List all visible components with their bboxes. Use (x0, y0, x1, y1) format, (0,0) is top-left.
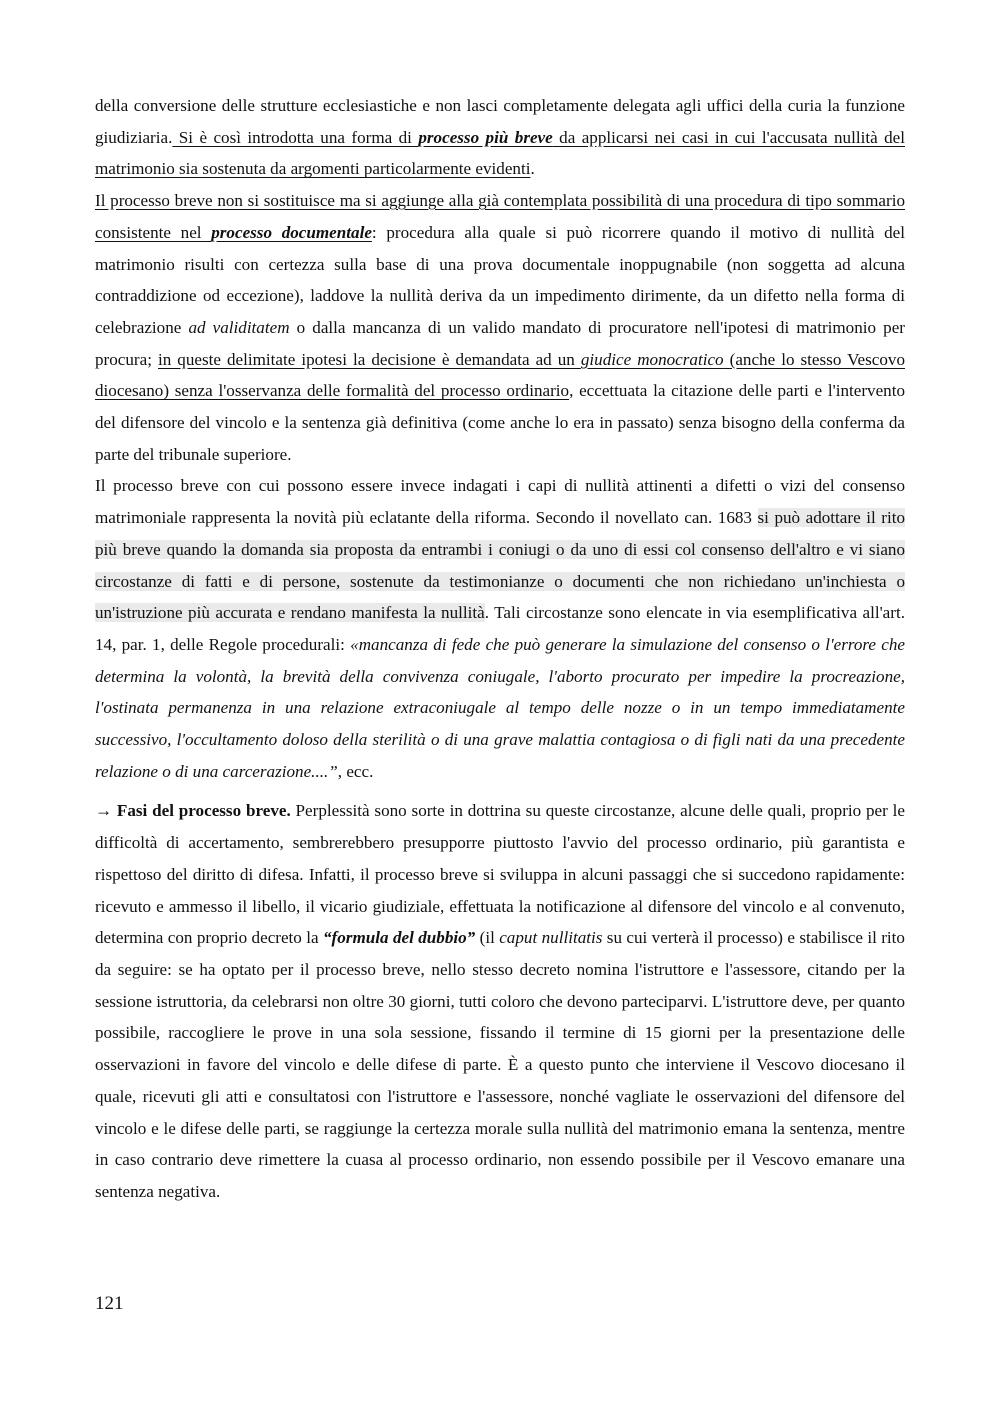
section-heading-fasi: → Fasi del processo breve. (95, 801, 291, 821)
p2-underlined-intro: Il processo breve non si sostituisce ma si aggiunge alla già contemplata possibilità di una procedura di tipo sommario consistente nel processo documentale (95, 191, 905, 242)
term-processo-documentale: processo documentale (211, 222, 372, 242)
term-giudice-monocratico: giudice monocratico (580, 349, 724, 369)
document-page (95, 90, 905, 1208)
p1-underlined-text: Si è così introdotta una forma di processo più breve da applicarsi nei casi in cui l'accusata nullità del matrimonio sia sostenuta da argomenti particolarmente evidenti (95, 127, 905, 179)
p2-underlined-text: in queste delimitate ipotesi la decisione è demandata ad un giudice monocratico (anche lo stesso Vescovo diocesano) senza l'osservanza delle formalità del processo ordinario (95, 349, 905, 401)
paragraph-4: → Fasi del processo breve. Perplessità sono sorte in dottrina su queste circostanze, alcune delle quali, proprio per le difficoltà di accertamento, sembrerebbero presupporre piuttosto l'avvio del processo ordinario, più garantista e rispettoso del diritto di difesa. Infatti, il processo breve si sviluppa in alcuni passaggi che si succedono rapidamente: ricevuto e ammesso il libello, il vicario giudiziale, effettuata la notificazione al difensore del vincolo e al convenuto, determina con proprio decreto la “formula del dubbio” (il caput nullitatis su cui verterà il processo) e stabilisce il rito da seguire: se ha optato per il processo breve, nello stesso decreto nomina l'istruttore e l'assessore, citando per la sessione istruttoria, da celebrarsi non oltre 30 giorni, tutti coloro che devono parteciparvi. L'istruttore deve, per quanto possibile, raccogliere le prove in una sola sessione, fissando il termine di 15 giorni per la presentazione delle osservazioni in favore del vincolo e delle difese di parte. È a questo punto che interviene il Vescovo diocesano il quale, ricevuti gli atti e consultatosi con l'istruttore e l'assessore, nonché vagliate le osservazioni del difensore del vincolo e le difese delle parti, se raggiunge la certezza morale sulla nullità del matrimonio emana la sentenza, mentre in caso contrario deve rimettere la cuasa al processo ordinario, non essendo possibile per il Vescovo emanare una sentenza negativa. (95, 801, 905, 1201)
term-processo-piu-breve: processo più breve (418, 127, 553, 147)
term-ad-validitatem: ad validitatem (188, 317, 290, 337)
paragraph-2: Il processo breve non si sostituisce ma si aggiunge alla già contemplata possibilità di una procedura di tipo sommario consistente nel processo documentale: procedura alla quale si può ricorrere quando il motivo di nullità del matrimonio risulti con certezza sulla base di una prova documentale inoppugnabile (non soggetta ad alcuna contraddizione od eccezione), laddove la nullità deriva da un impedimento dirimente, da un difetto nella forma di celebrazione ad validitatem o dalla mancanza di un valido mandato di procuratore nell'ipotesi di matrimonio per procura; in queste delimitate ipotesi la decisione è demandata ad un giudice monocratico (anche lo stesso Vescovo diocesano) senza l'osservanza delle formalità del processo ordinario, eccettuata la citazione delle parti e l'intervento del difensore del vincolo e la sentenza già definitiva (come anche lo era in passato) senza bisogno della conferma da parte del tribunale superiore. (95, 191, 905, 464)
p1-text: della conversione delle strutture ecclesiastiche e non lasci completamente delegata agli uffici della curia la funzione giudiziaria. (95, 96, 905, 147)
p3-quotation: «mancanza di fede che può generare la simulazione del consenso o l'errore che determina la volontà, la brevità della convivenza coniugale, l'aborto procurato per impedire la procreazione, l'ostinata permanenza in una relazione extraconiugale al tempo delle nozze o in un tempo immediatamente successivo, l'occultamento doloso della sterilità o di una grave malattia contagiosa o di figli nati da una precedente relazione o di una carcerazione....” (95, 634, 905, 781)
paragraph-3: Il processo breve con cui possono essere invece indagati i capi di nullità attinenti a difetti o vizi del consenso matrimoniale rappresenta la novità più eclatante della riforma. Secondo il novellato can. 1683 si può adottare il rito più breve quando la domanda sia proposta da entrambi i coniugi o da uno di essi col consenso dell'altro e vi siano circostanze di fatti e di persone, sostenute da testimonianze o documenti che non richiedano un'inchiesta o un'istruzione più accurata e rendano manifesta la nullità. Tali circostanze sono elencate in via esemplificativa all'art. 14, par. 1, delle Regole procedurali: «mancanza di fede che può generare la simulazione del consenso o l'errore che determina la volontà, la brevità della convivenza coniugale, l'aborto procurato per impedire la procreazione, l'ostinata permanenza in una relazione extraconiugale al tempo delle nozze o in un tempo immediatamente successivo, l'occultamento doloso della sterilità o di una grave malattia contagiosa o di figli nati da una precedente relazione o di una carcerazione....”, ecc. (95, 476, 905, 781)
p3-highlighted-text: si può adottare il rito più breve quando la domanda sia proposta da entrambi i coniugi o da uno di essi col consenso dell'altro e vi siano circostanze di fatti e di persone, sostenute da testimonianze o documenti che non richiedano un'inchiesta o un'istruzione più accurata e rendano manifesta la nullità (95, 508, 905, 623)
page-number: 121 (95, 1293, 124, 1314)
paragraph-1: della conversione delle strutture ecclesiastiche e non lasci completamente delegata agli uffici della curia la funzione giudiziaria. Si è così introdotta una forma di processo più breve da applicarsi nei casi in cui l'accusata nullità del matrimonio sia sostenuta da argomenti particolarmente evidenti. (95, 96, 905, 179)
term-caput-nullitatis: caput nullitatis (499, 928, 603, 948)
term-formula-del-dubbio: “formula del dubbio” (323, 928, 476, 948)
